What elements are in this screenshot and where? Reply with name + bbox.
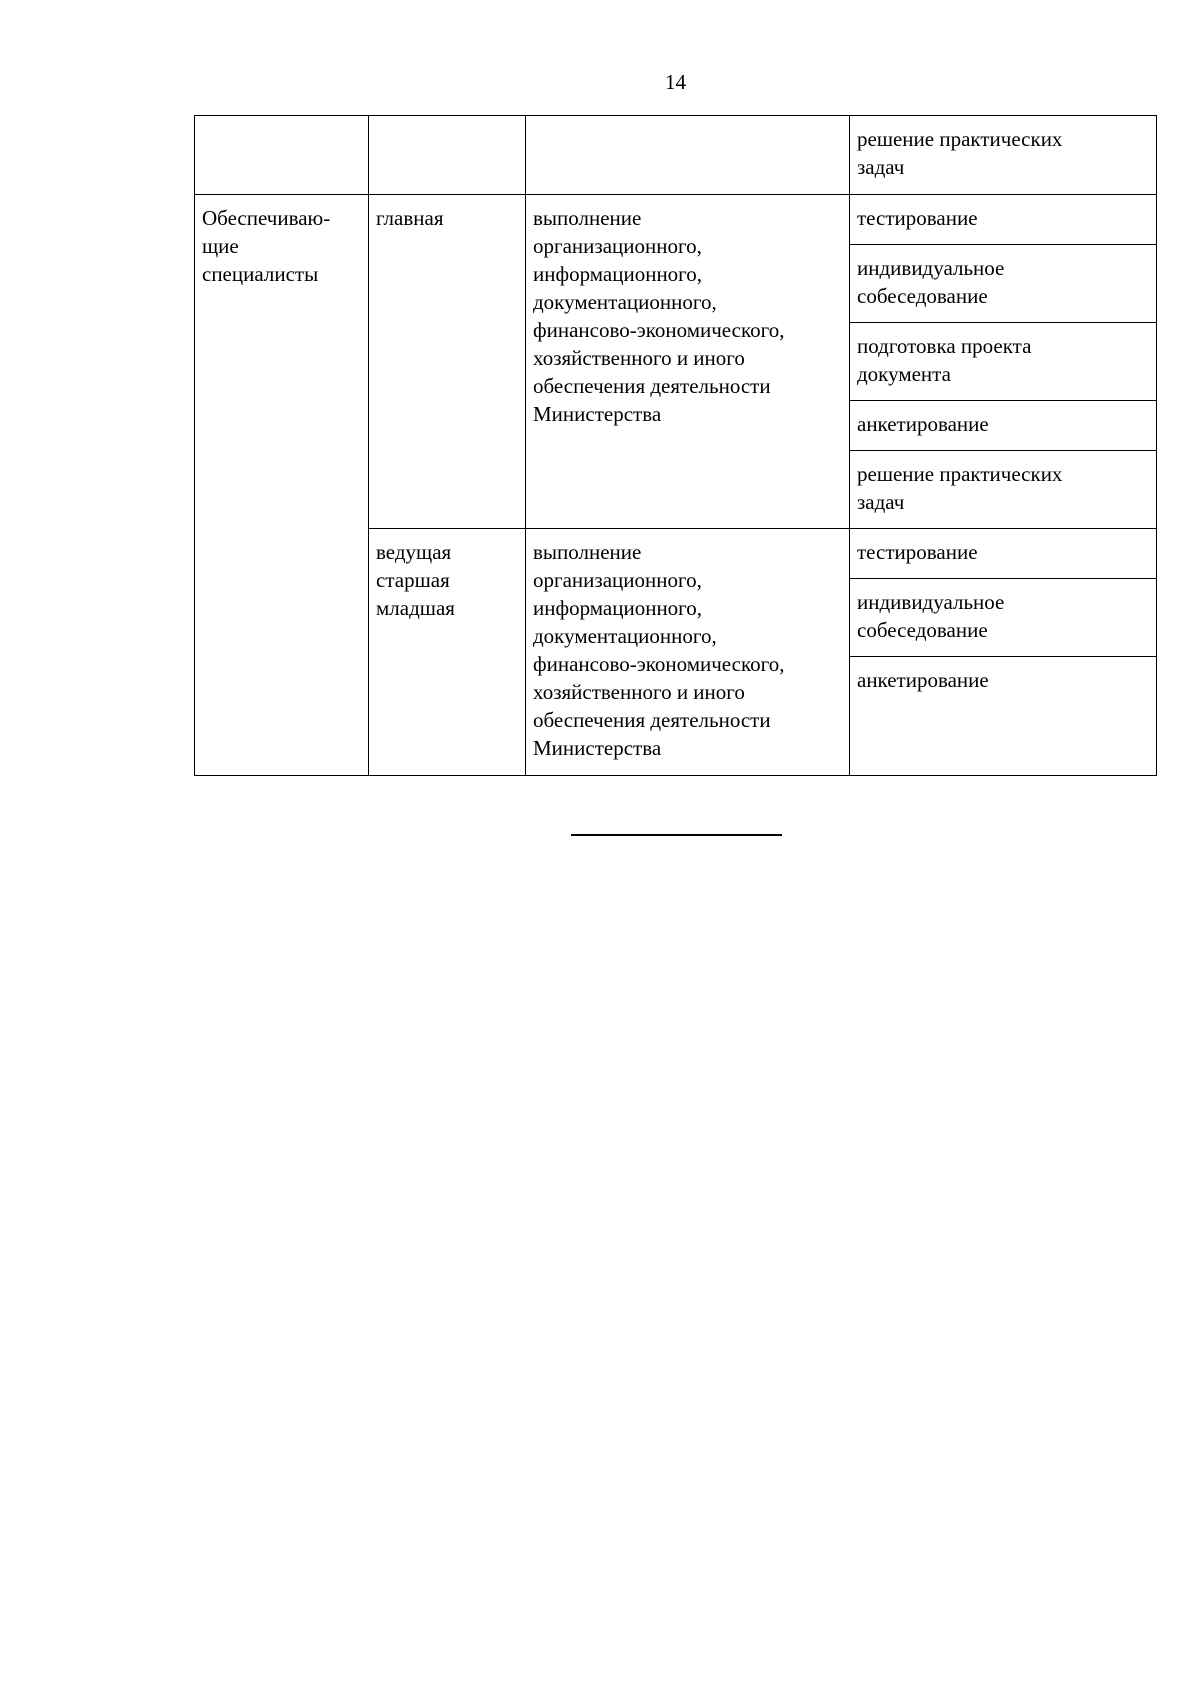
end-rule (571, 834, 782, 836)
cell-text: задач (857, 155, 905, 179)
cell-text: организационного, (533, 568, 702, 592)
cell-text: решение практических (857, 462, 1063, 486)
cell-text: обеспечения деятельности (533, 374, 771, 398)
cell-text: документа (857, 362, 951, 386)
category-cell (195, 195, 369, 776)
cell-text: организационного, (533, 234, 702, 258)
cell-text: хозяйственного и иного (533, 680, 745, 704)
method-cell (850, 401, 1157, 451)
cell-text: информационного, (533, 596, 703, 620)
method-cell (850, 245, 1157, 323)
cell-text: щие (202, 234, 239, 258)
cell-text: выполнение (533, 540, 642, 564)
page-number: 14 (665, 70, 686, 94)
cell-text: индивидуальное (857, 256, 1005, 280)
cell-text: финансово-экономического, (533, 652, 785, 676)
category-cell-empty (195, 116, 369, 195)
function-cell-empty (526, 116, 850, 195)
method-cell (850, 529, 1157, 579)
method-cell (850, 116, 1157, 195)
function-cell (526, 195, 850, 529)
method-cell (850, 195, 1157, 245)
cell-text: подготовка проекта (857, 334, 1032, 358)
method-cell (850, 451, 1157, 529)
table-row (195, 195, 1157, 245)
method-cell (850, 657, 1157, 776)
cell-text: старшая (376, 568, 450, 592)
grade-cell (369, 529, 526, 776)
cell-text: финансово-экономического, (533, 318, 785, 342)
cell-text: документационного, (533, 624, 717, 648)
cell-text: решение практических (857, 127, 1063, 151)
cell-text: собеседование (857, 618, 988, 642)
cell-text: тестирование (857, 540, 978, 564)
cell-text: Обеспечиваю- (202, 206, 331, 230)
cell-text: выполнение (533, 206, 642, 230)
qualification-table (194, 115, 1157, 776)
grade-cell (369, 195, 526, 529)
cell-text: информационного, (533, 262, 703, 286)
cell-text: обеспечения деятельности (533, 708, 771, 732)
cell-text: задач (857, 490, 905, 514)
cell-text: Министерства (533, 402, 662, 426)
cell-text: анкетирование (857, 412, 989, 436)
function-cell (526, 529, 850, 776)
cell-text: тестирование (857, 206, 978, 230)
table-row (195, 116, 1157, 195)
grade-cell-empty (369, 116, 526, 195)
cell-text: хозяйственного и иного (533, 346, 745, 370)
cell-text: Министерства (533, 736, 662, 760)
cell-text: младшая (376, 596, 455, 620)
cell-text: ведущая (376, 540, 452, 564)
cell-text: анкетирование (857, 668, 989, 692)
cell-text: собеседование (857, 284, 988, 308)
method-cell (850, 323, 1157, 401)
cell-text: главная (376, 206, 444, 230)
cell-text: специалисты (202, 262, 319, 286)
method-cell (850, 579, 1157, 657)
cell-text: индивидуальное (857, 590, 1005, 614)
cell-text: документационного, (533, 290, 717, 314)
